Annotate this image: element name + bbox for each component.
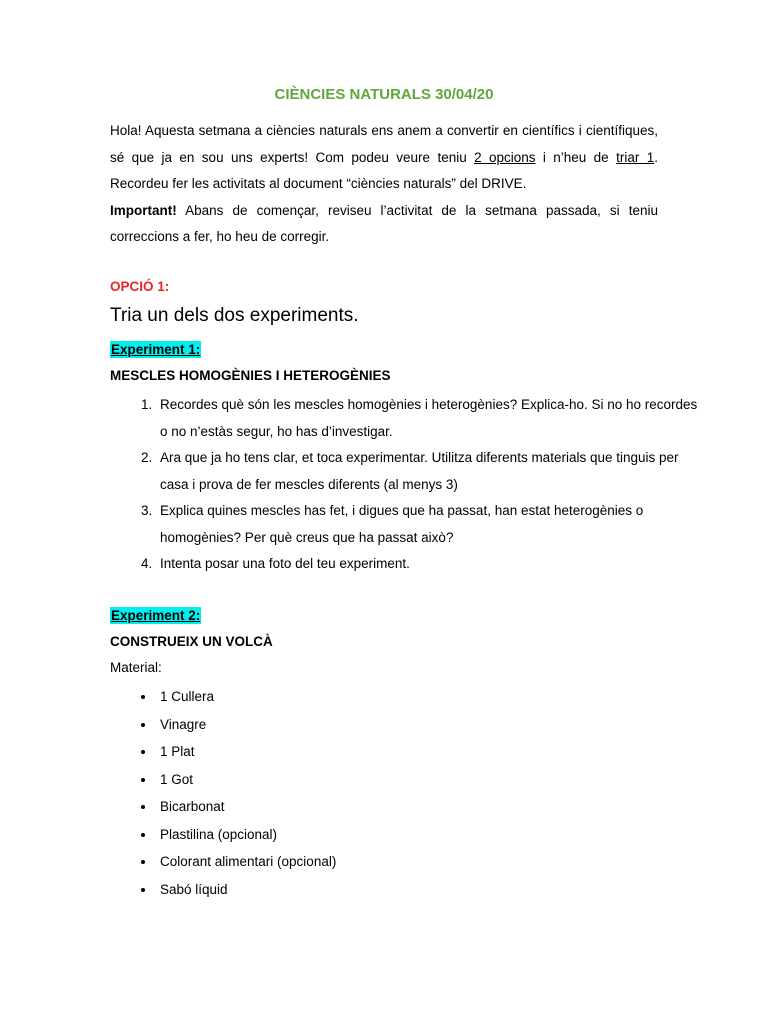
important-label: Important! bbox=[110, 202, 177, 218]
list-item: • Bicarbonat bbox=[156, 793, 336, 821]
experiment1-label: Experiment 1: bbox=[111, 342, 201, 357]
choose-heading: Tria un dels dos experiments. bbox=[110, 305, 359, 326]
intro-underline-options: 2 opcions bbox=[474, 149, 536, 165]
experiment2-label: Experiment 2: bbox=[111, 608, 201, 623]
intro-underline-choose: triar 1 bbox=[616, 149, 655, 165]
intro-text-c: . Recordeu fer les activitats al document “ciències naturals” del DRIVE. bbox=[110, 149, 658, 191]
list-item: • 1 Plat bbox=[156, 738, 336, 766]
experiment2-heading: CONSTRUEIX UN VOLCÀ bbox=[110, 634, 273, 649]
list-item: 3. Explica quines mescles has fet, i digues que ha passat, han estat heterogènies o homogènies? Per què creus que ha passat això? bbox=[156, 498, 704, 551]
intro-text bbox=[110, 118, 658, 251]
list-item: 4. Intenta posar una foto del teu experiment. bbox=[156, 551, 704, 578]
list-item: • Vinagre bbox=[156, 711, 336, 739]
list-item: • Colorant alimentari (opcional) bbox=[156, 848, 336, 876]
list-item: • Plastilina (opcional) bbox=[156, 821, 336, 849]
material-label: Material: bbox=[110, 660, 162, 675]
experiment1-steps bbox=[110, 392, 704, 578]
option-label: OPCIÓ 1: bbox=[110, 279, 170, 294]
important-paragraph bbox=[110, 198, 658, 251]
page-title: CIÈNCIES NATURALS 30/04/20 bbox=[274, 86, 494, 103]
list-item: 2. Ara que ja ho tens clar, et toca experimentar. Utilitza diferents materials que tinguis per casa i prova de fer mescles diferents (al menys 3) bbox=[156, 445, 704, 498]
experiment1-heading: MESCLES HOMOGÈNIES I HETEROGÈNIES bbox=[110, 368, 391, 383]
intro-paragraph bbox=[110, 118, 658, 198]
materials-list bbox=[110, 683, 336, 903]
list-item: • 1 Cullera bbox=[156, 683, 336, 711]
list-item: 1. Recordes què són les mescles homogènies i heterogènies? Explica-ho. Si no ho recordes o no n’estàs segur, ho has d’investigar. bbox=[156, 392, 704, 445]
list-item: • Sabó líquid bbox=[156, 876, 336, 904]
intro-text-a: Hola! Aquesta setmana a ciències naturals ens anem a convertir en científics i científiques, sé que ja en sou uns experts! Com podeu veure teniu bbox=[110, 123, 658, 165]
list-item: • 1 Got bbox=[156, 766, 336, 794]
important-text: Abans de començar, reviseu l’activitat de la setmana passada, si teniu correccions a fer, ho heu de corregir. bbox=[110, 202, 658, 244]
intro-text-b: i n’heu de bbox=[535, 149, 617, 165]
